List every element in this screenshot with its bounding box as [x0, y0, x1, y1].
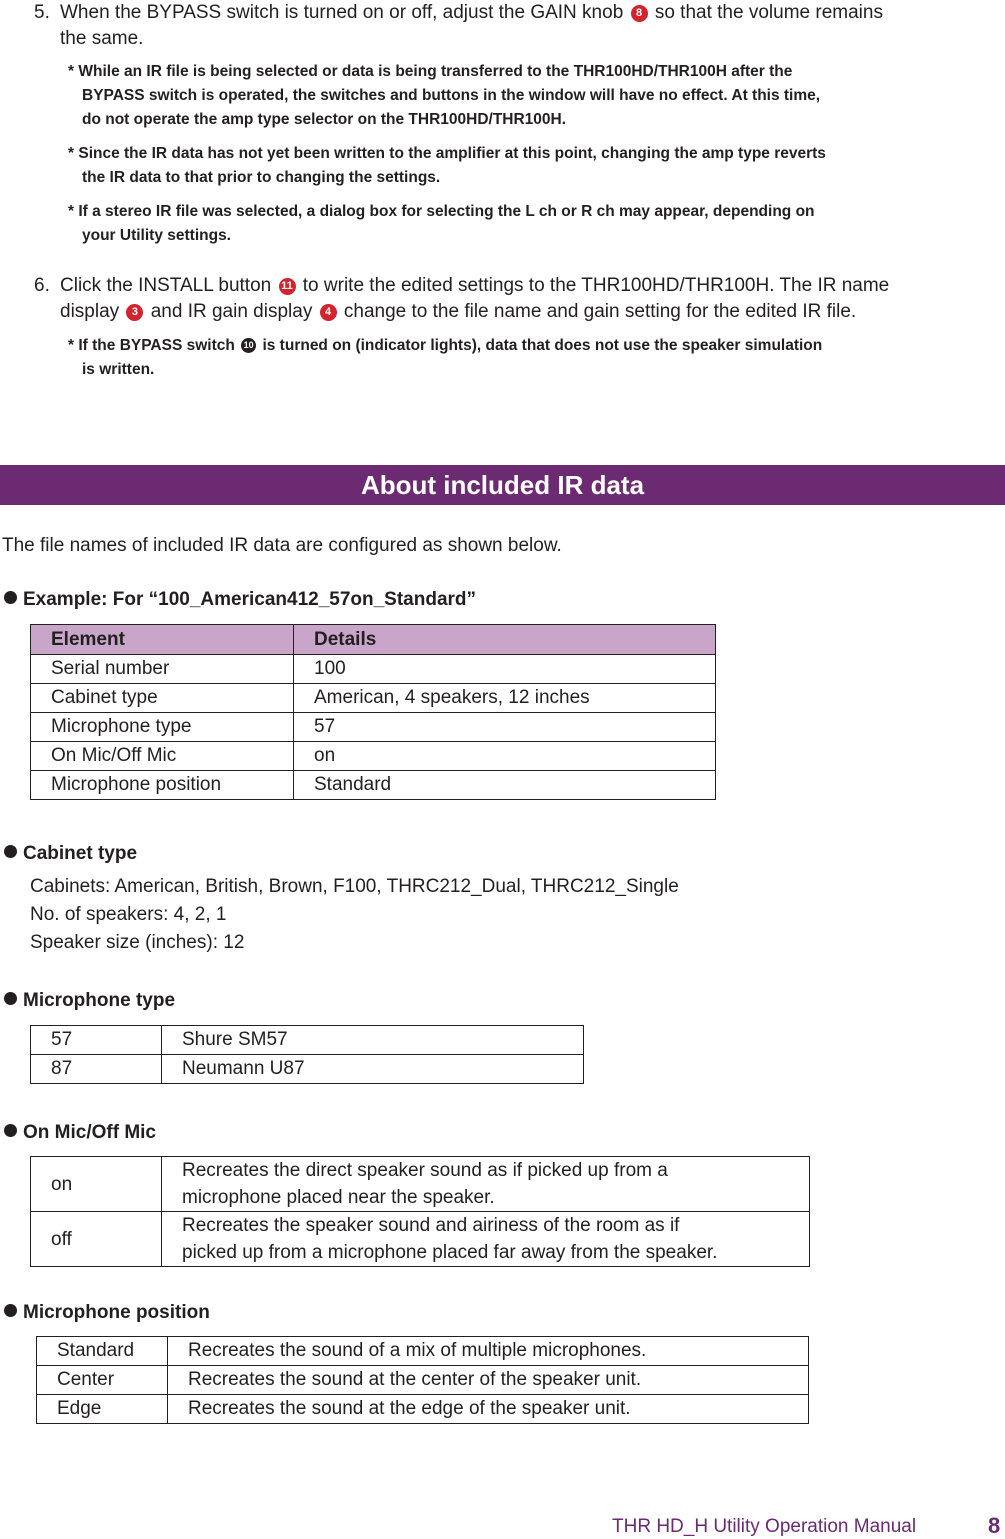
table-row: Standard Recreates the sound of a mix of multiple microphones. [37, 1337, 809, 1366]
note-item: * If a stereo IR file was selected, a dialog box for selecting the L ch or R ch may appear, depending on your Utility settings. [68, 203, 815, 244]
page-number: 8 [988, 1513, 1001, 1538]
mic-position-heading: Microphone position [4, 1302, 210, 1324]
install-button-marker: 11 [279, 278, 296, 295]
step-5-notes [68, 60, 998, 248]
table-row: Serial number 100 [31, 655, 716, 684]
table-row: on Recreates the direct speaker sound as if picked up from a microphone placed near the speaker. [31, 1157, 810, 1212]
bullet-icon [4, 992, 17, 1005]
note-item: * While an IR file is being selected or data is being transferred to the THR100HD/THR100H after the BYPASS switch is operated, the switches and buttons in the window will have no effect. At this time, do not operate the amp type selector on the THR100HD/THR100H. [68, 63, 821, 128]
gain-knob-marker: 8 [631, 5, 648, 22]
mic-type-table [30, 1025, 584, 1084]
example-table [30, 624, 716, 800]
table-row: Microphone type 57 [31, 713, 716, 742]
table-row: Microphone position Standard [31, 771, 716, 800]
section-title: About included IR data [0, 465, 1005, 505]
step-6: 6. Click the INSTALL button 11 to write the edited settings to the THR100HD/THR100H. The IR name display 3 and IR gain display 4 change to the file name and gain setting for the edited IR file. [34, 275, 890, 322]
step-5-text-c: the same. [60, 28, 144, 49]
section-intro: The file names of included IR data are configured as shown below. [2, 535, 562, 556]
mic-type-heading: Microphone type [4, 990, 175, 1012]
bullet-icon [4, 1124, 17, 1137]
on-off-heading: On Mic/Off Mic [4, 1122, 156, 1144]
step-6-note: * If the BYPASS switch 10 is turned on (indicator lights), data that does not use the speaker simulation is written. [68, 337, 823, 378]
column-header: Details [294, 625, 716, 655]
mic-position-table [36, 1336, 809, 1424]
table-row: Edge Recreates the sound at the edge of the speaker unit. [37, 1395, 809, 1424]
example-heading: Example: For “100_American412_57on_Standard” [4, 589, 476, 611]
table-row: 87 Neumann U87 [31, 1055, 584, 1084]
bullet-icon [4, 1304, 17, 1317]
step-5-text-a: When the BYPASS switch is turned on or off, adjust the GAIN knob [60, 2, 624, 23]
table-row: 57 Shure SM57 [31, 1026, 584, 1055]
footer-title: THR HD_H Utility Operation Manual [612, 1516, 917, 1537]
ir-name-display-marker: 3 [126, 304, 143, 321]
table-row: Cabinet type American, 4 speakers, 12 inches [31, 684, 716, 713]
step-6-number: 6. [34, 275, 50, 296]
step-5 [34, 0, 974, 52]
column-header: Element [31, 625, 294, 655]
step-5-text-b: so that the volume remains [654, 2, 883, 23]
ir-gain-display-marker: 4 [320, 304, 337, 321]
table-row: On Mic/Off Mic on [31, 742, 716, 771]
bypass-switch-marker: 10 [241, 338, 256, 353]
bullet-icon [4, 845, 17, 858]
cabinet-heading: Cabinet type [4, 843, 137, 865]
bullet-icon [4, 591, 17, 604]
table-header-row [31, 625, 716, 655]
note-item: * Since the IR data has not yet been written to the amplifier at this point, changing the amp type reverts the IR data to that prior to changing the settings. [68, 145, 826, 186]
cabinet-details: Cabinets: American, British, Brown, F100, THRC212_Dual, THRC212_Single No. of speakers: 4, 2, 1 Speaker size (inches): 12 [30, 876, 679, 953]
table-row: Center Recreates the sound at the center of the speaker unit. [37, 1366, 809, 1395]
step-5-number: 5. [34, 2, 50, 23]
table-row: off Recreates the speaker sound and airiness of the room as if picked up from a microphone placed far away from the speaker. [31, 1212, 810, 1267]
on-off-table [30, 1156, 810, 1267]
